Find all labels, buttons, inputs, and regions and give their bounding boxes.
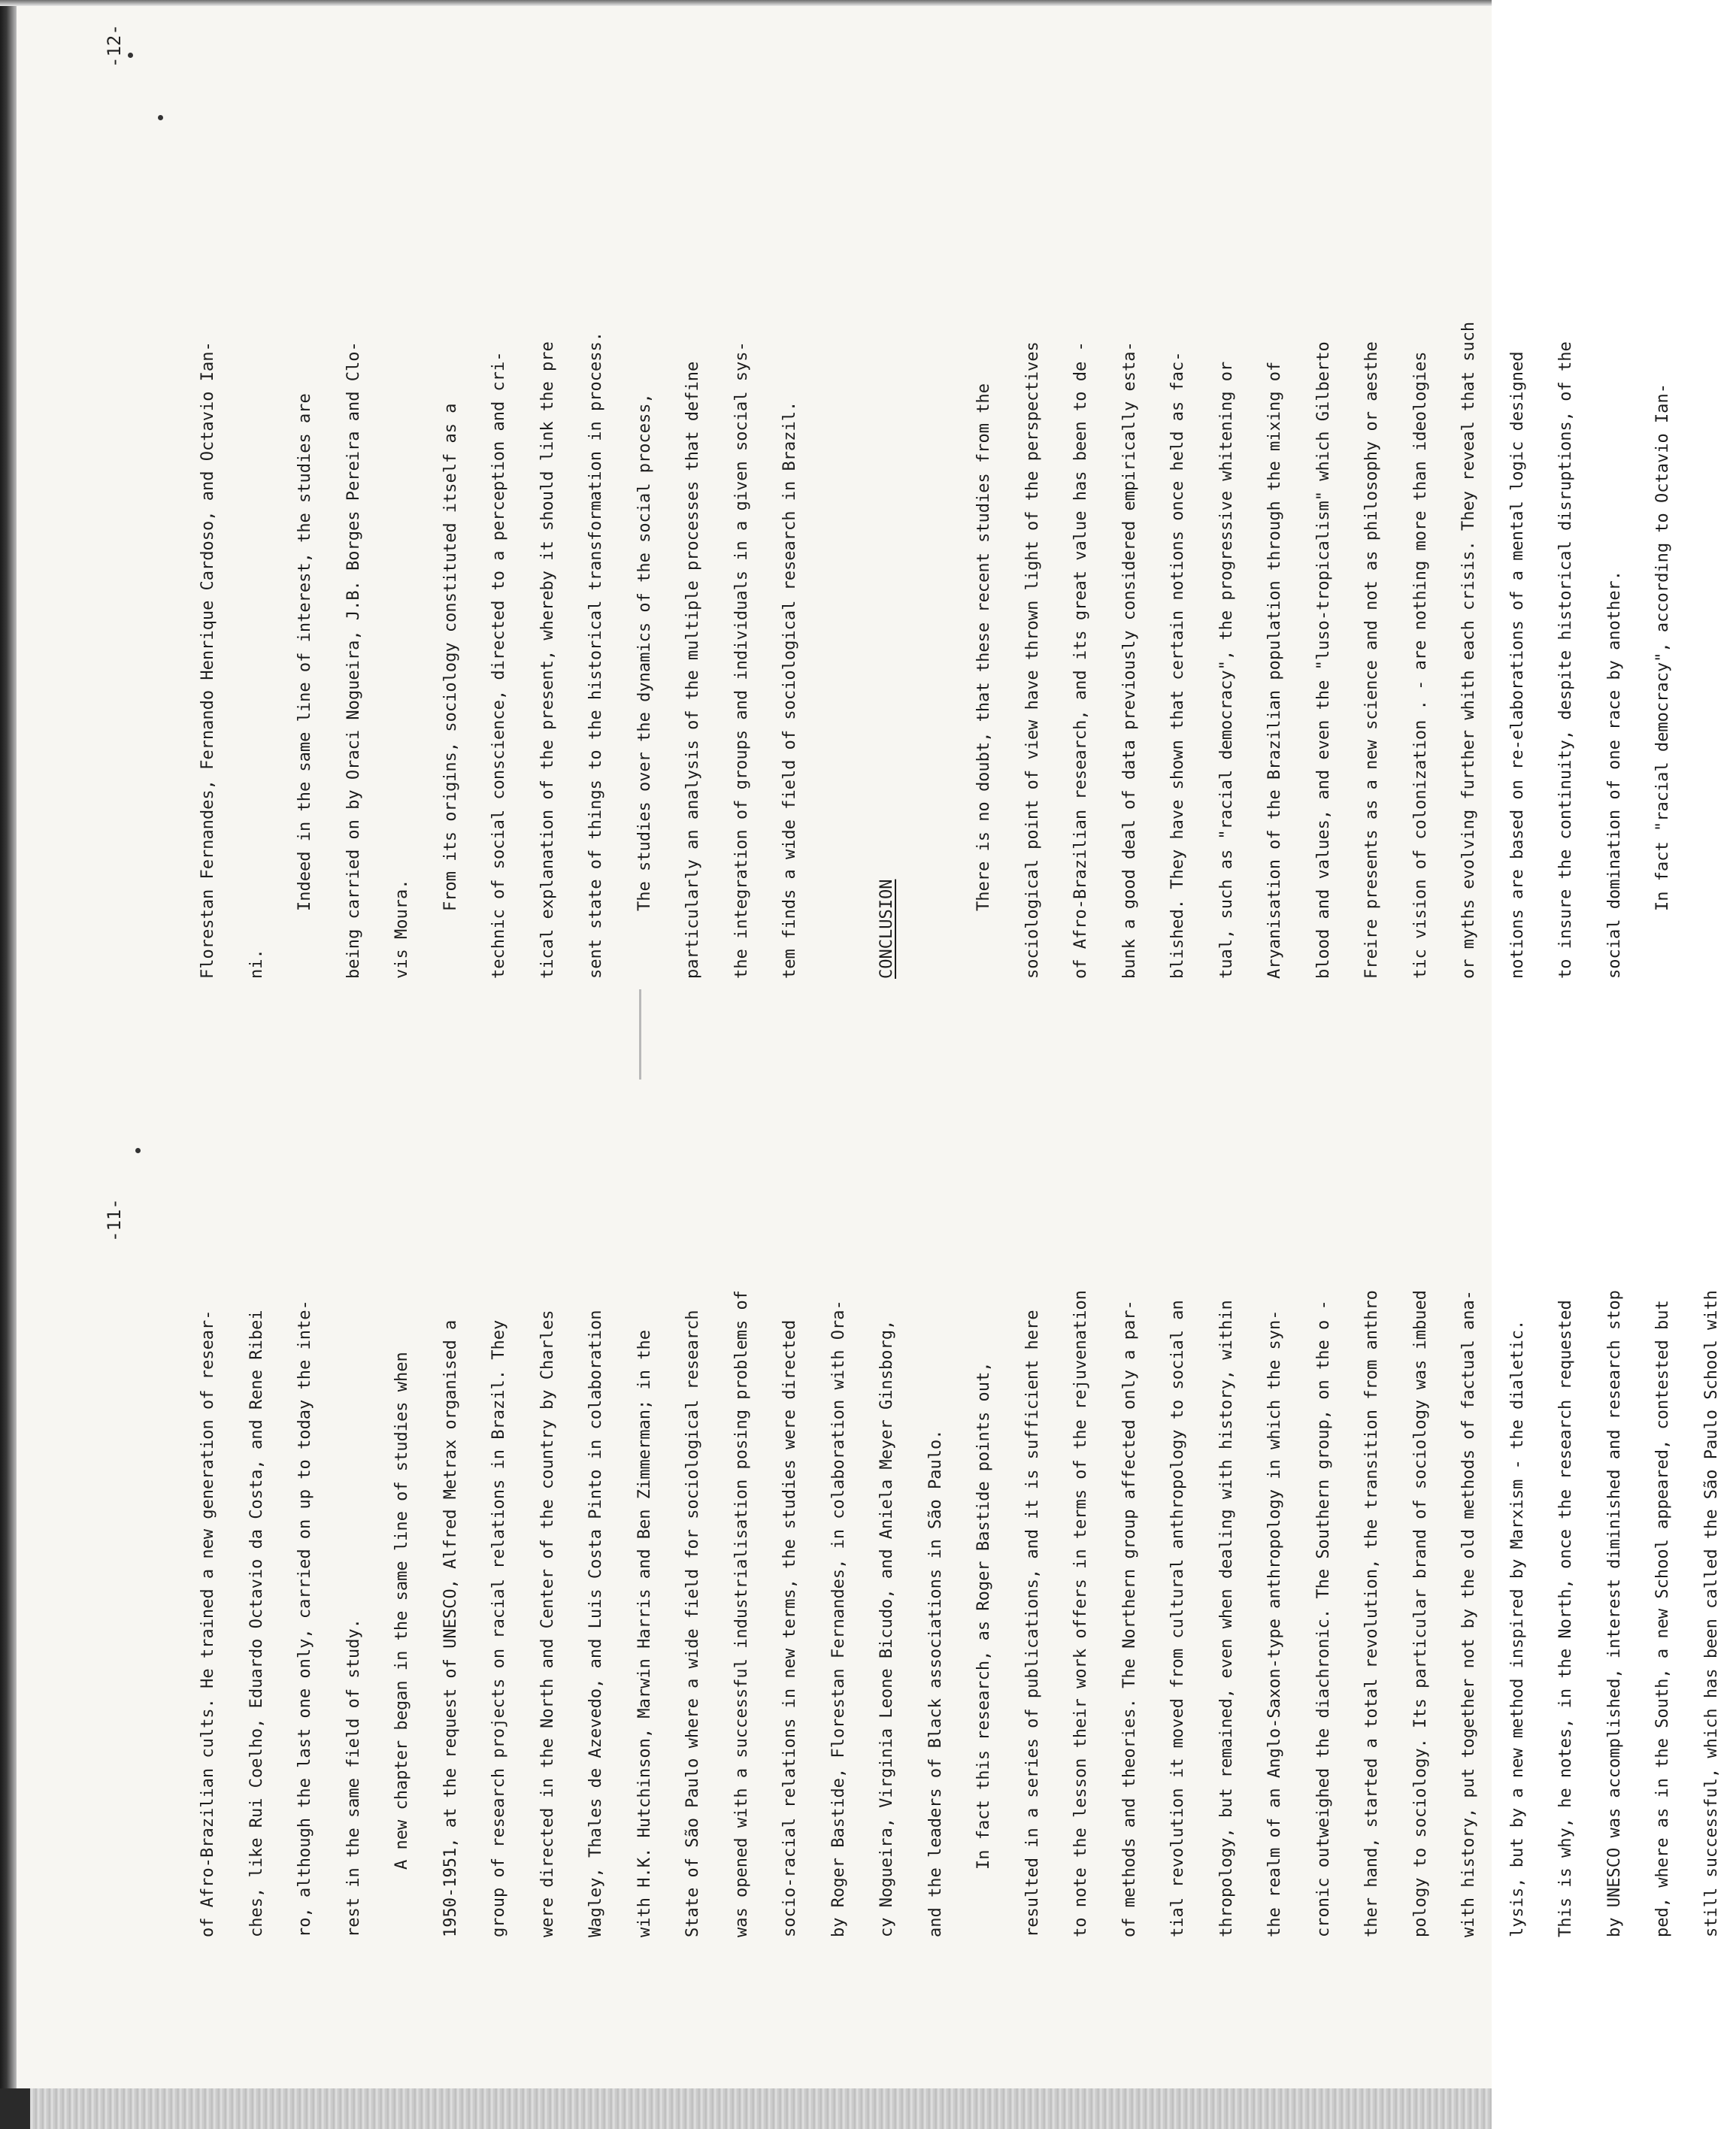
text-line: resulted in a series of publications, and it is sufficient here xyxy=(1023,1310,1042,1937)
text-line: tical explanation of the present, whereby it should link the pre xyxy=(538,341,557,979)
text-line: blished. They have shown that certain notions once held as fac- xyxy=(1168,351,1187,979)
text-line: tual, such as "racial democracy", the progressive whitening or xyxy=(1216,361,1236,979)
text-line: pology to sociology. Its particular brand of sociology was imbued xyxy=(1410,1290,1430,1937)
text-line: From its origins, sociology constituted itself as a xyxy=(441,403,460,911)
page-number-left: -11- xyxy=(104,1198,125,1242)
text-line: thropology, but remained, even when dealing with history, within xyxy=(1216,1300,1236,1937)
text-line: sociological point of view have thrown light of the perspectives xyxy=(1023,341,1042,979)
text-line: notions are based on re-elaborations of a mental logic designed xyxy=(1507,351,1527,979)
text-line: ped, where as in the South, a new School appeared, contested but xyxy=(1653,1300,1672,1937)
text-line: ther hand, started a total revolution, the transition from anthro xyxy=(1362,1290,1381,1937)
text-line: of methods and theories. The Northern group affected only a par- xyxy=(1119,1300,1139,1937)
text-line: sent state of things to the historical transformation in process. xyxy=(586,332,605,979)
text-line: Aryanisation of the Brazilian population through the mixing of xyxy=(1265,361,1284,979)
punch-dot xyxy=(135,1148,141,1153)
text-line: ni. xyxy=(247,949,266,979)
text-line: Wagley, Thales de Azevedo, and Luis Costa Pinto in colaboration xyxy=(586,1310,605,1937)
text-line: and the leaders of Black associations in São Paulo. xyxy=(926,1429,945,1937)
text-line: This is why, he notes, in the North, once the research requested xyxy=(1556,1300,1575,1937)
text-line: In fact "racial democracy", according to Octavio Ian- xyxy=(1653,383,1672,911)
text-line: social domination of one race by another. xyxy=(1604,570,1624,979)
section-heading: CONCLUSION xyxy=(877,879,896,979)
text-line: by UNESCO was accomplished, interest diminished and research stop xyxy=(1604,1290,1624,1937)
text-line: 1950-1951, at the request of UNESCO, Alfred Metrax organised a xyxy=(441,1319,460,1937)
text-line: Indeed in the same line of interest, the studies are xyxy=(295,393,314,911)
text-line: was opened with a successful industrialisation posing problems of xyxy=(732,1290,751,1937)
text-line: to insure the continuity, despite historical disruptions, of the xyxy=(1556,341,1575,979)
text-line: There is no doubt, that these recent studies from the xyxy=(974,383,993,911)
text-line: rest in the same field of study. xyxy=(344,1619,363,1937)
text-line: being carried on by Oraci Nogueira, J.B. Borges Pereira and Clo- xyxy=(344,341,363,979)
text-line: of Afro-Brazilian cults. He trained a new generation of resear- xyxy=(198,1310,217,1937)
text-line: cy Nogueira, Virginia Leone Bicudo, and Aniela Meyer Ginsborg, xyxy=(877,1319,896,1937)
text-line: blood and values, and even the "luso-tropicalism" which Gilberto xyxy=(1313,341,1333,979)
text-line: cronic outweighed the diachronic. The Southern group, on the o - xyxy=(1313,1300,1333,1937)
text-line: with history, put together not by the old methods of factual ana- xyxy=(1459,1290,1478,1937)
text-line: by Roger Bastide, Florestan Fernandes, in colaboration with Ora- xyxy=(829,1300,848,1937)
text-line: bunk a good deal of data previously considered empirically esta- xyxy=(1119,341,1139,979)
text-line: the integration of groups and individuals in a given social sys- xyxy=(732,341,751,979)
left-page-text xyxy=(184,1080,1736,1937)
text-line: The studies over the dynamics of the social process, xyxy=(635,393,654,911)
text-line: tic vision of colonization . - are nothing more than ideologies xyxy=(1410,351,1430,979)
right-page-text xyxy=(184,122,1688,979)
page-number-right: -12- xyxy=(104,24,125,68)
text-line: vis Moura. xyxy=(392,879,411,979)
punch-dot xyxy=(128,53,133,58)
text-line: In fact this research, as Roger Bastide points out, xyxy=(974,1361,993,1870)
text-line: tem finds a wide field of sociological research in Brazil. xyxy=(780,401,799,979)
text-line: A new chapter began in the same line of studies when xyxy=(392,1352,411,1870)
text-line: the realm of an Anglo-Saxon-type anthropology in which the syn- xyxy=(1265,1310,1284,1937)
text-line: were directed in the North and Center of the country by Charles xyxy=(538,1310,557,1937)
text-line: with H.K. Hutchinson, Marwin Harris and Ben Zimmerman; in the xyxy=(635,1330,654,1937)
punch-dot xyxy=(158,115,163,120)
text-line: ches, like Rui Coelho, Eduardo Octavio da Costa, and Rene Ribei xyxy=(247,1310,266,1937)
text-line: of Afro-Brazilian research, and its great value has been to de - xyxy=(1071,341,1090,979)
text-line: particularly an analysis of the multiple processes that define xyxy=(683,361,702,979)
page-fold-mark xyxy=(639,989,641,1080)
text-line: ro, although the last one only, carried on up to today the inte- xyxy=(295,1300,314,1937)
text-line: tial revolution it moved from cultural anthropology to social an xyxy=(1168,1300,1187,1937)
text-line: lysis, but by a new method inspired by Marxism - the dialetic. xyxy=(1507,1319,1527,1937)
text-line: group of research projects on racial relations in Brazil. They xyxy=(489,1319,508,1937)
text-line: Freire presents as a new science and not as philosophy or aesthe xyxy=(1362,341,1381,979)
text-line: or myths evolving further whith each crisis. They reveal that such xyxy=(1459,321,1478,979)
text-line: technic of social conscience, directed to a perception and cri- xyxy=(489,351,508,979)
text-line: to note the lesson their work offers in terms of the rejuvenation xyxy=(1071,1290,1090,1937)
text-line: Florestan Fernandes, Fernando Henrique Cardoso, and Octavio Ian- xyxy=(198,341,217,979)
text-line: State of São Paulo where a wide field for sociological research xyxy=(683,1310,702,1937)
text-line: socio-racial relations in new terms, the studies were directed xyxy=(780,1319,799,1937)
text-line: still successful, which has been called the São Paulo School with xyxy=(1701,1290,1721,1937)
